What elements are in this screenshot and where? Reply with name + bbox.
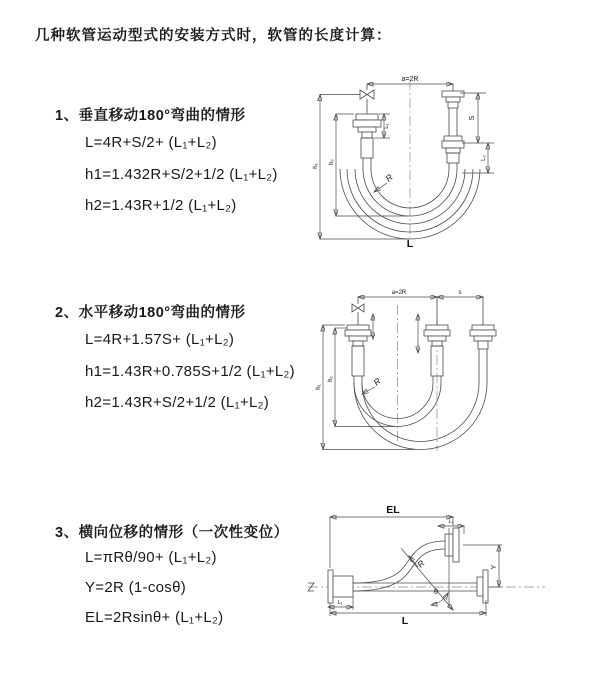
dimension-a2r <box>367 76 453 84</box>
section3-formula-EL: EL=2Rsinθ+ (L₁+L₂) <box>85 609 224 626</box>
right-fitting <box>470 297 496 349</box>
dim-label-R: R <box>371 375 383 388</box>
section3-heading: 3、横向位移的情形（一次性变位） <box>55 525 289 541</box>
section3-formula-L: L=πRθ/90+ (L₁+L₂) <box>85 549 217 566</box>
section1-formula-h2: h2=1.43R+1/2 (L₁+L₂) <box>85 197 237 214</box>
section3-formula-Y: Y=2R (1-cosθ) <box>85 579 187 596</box>
right-fitting <box>442 84 464 163</box>
dimension-EL <box>330 504 453 568</box>
dimension-a2r <box>358 290 437 297</box>
hose-loops <box>354 349 487 450</box>
radius-callout <box>362 376 383 394</box>
dim-label-L1-bottom: L₁ <box>337 600 343 606</box>
section2-heading: 2、水平移动180°弯曲的情形 <box>55 305 246 321</box>
diagram-lateral-displacement <box>305 490 595 652</box>
dimension-L2 <box>462 143 494 173</box>
section2-formula-h2: h2=1.43R+S/2+1/2 (L₁+L₂) <box>85 394 270 411</box>
valve-icon <box>352 297 364 325</box>
diagram-horizontal-180-bend <box>315 283 590 455</box>
dim-label-L1-top: L₁ <box>448 519 454 525</box>
radius-callout <box>374 172 395 192</box>
section1-heading: 1、垂直移动180°弯曲的情形 <box>55 108 246 124</box>
diagram-vertical-180-bend <box>310 66 590 256</box>
dim-label-L-total: L <box>401 615 409 627</box>
dimension-S <box>460 93 494 143</box>
hose-displaced-position <box>353 528 459 591</box>
dim-label-L-total: L <box>406 238 414 250</box>
dim-label-h1: h₁ <box>316 384 322 390</box>
section2-formula-L: L=4R+1.57S+ (L₁+L₂) <box>85 331 235 348</box>
dim-label-L2: L₂ <box>481 155 487 161</box>
section2-formula-h1: h1=1.43R+0.785S+1/2 (L₁+L₂) <box>85 363 295 380</box>
dim-label-L1: L₁ <box>384 123 390 129</box>
dim-label-EL: EL <box>386 504 400 516</box>
dim-label-R: R <box>383 171 395 184</box>
dim-label-h2: h₂ <box>329 159 335 165</box>
dim-label-S: S <box>469 115 476 121</box>
dim-label-R: R <box>415 558 427 570</box>
dim-label-h1: h₁ <box>313 163 319 169</box>
angle-label-theta: θ <box>434 589 438 596</box>
left-fitting <box>353 114 381 158</box>
dimension-h1 <box>316 325 415 450</box>
left-fitting <box>328 570 353 603</box>
dimension-L1-top <box>438 519 464 534</box>
dimension-L-total <box>330 600 486 627</box>
dim-label-h2: h₂ <box>328 376 334 382</box>
dim-label-s: s <box>458 290 462 296</box>
section1-formula-h1: h1=1.432R+S/2+1/2 (L₁+L₂) <box>85 166 278 183</box>
left-fitting <box>345 325 371 376</box>
valve-icon <box>360 84 374 114</box>
dim-label-a2r: a=2R <box>401 76 419 83</box>
hose-straight-position <box>353 570 488 603</box>
small-dimension-marks <box>373 314 418 353</box>
dimension-s <box>437 290 483 297</box>
section1-formula-L: L=4R+S/2+ (L₁+L₂) <box>85 134 217 151</box>
dim-label-a2r: a=2R <box>391 290 407 296</box>
page-title: 几种软管运动型式的安装方式时，软管的长度计算： <box>35 28 392 44</box>
dim-label-Y: Y <box>491 564 498 570</box>
